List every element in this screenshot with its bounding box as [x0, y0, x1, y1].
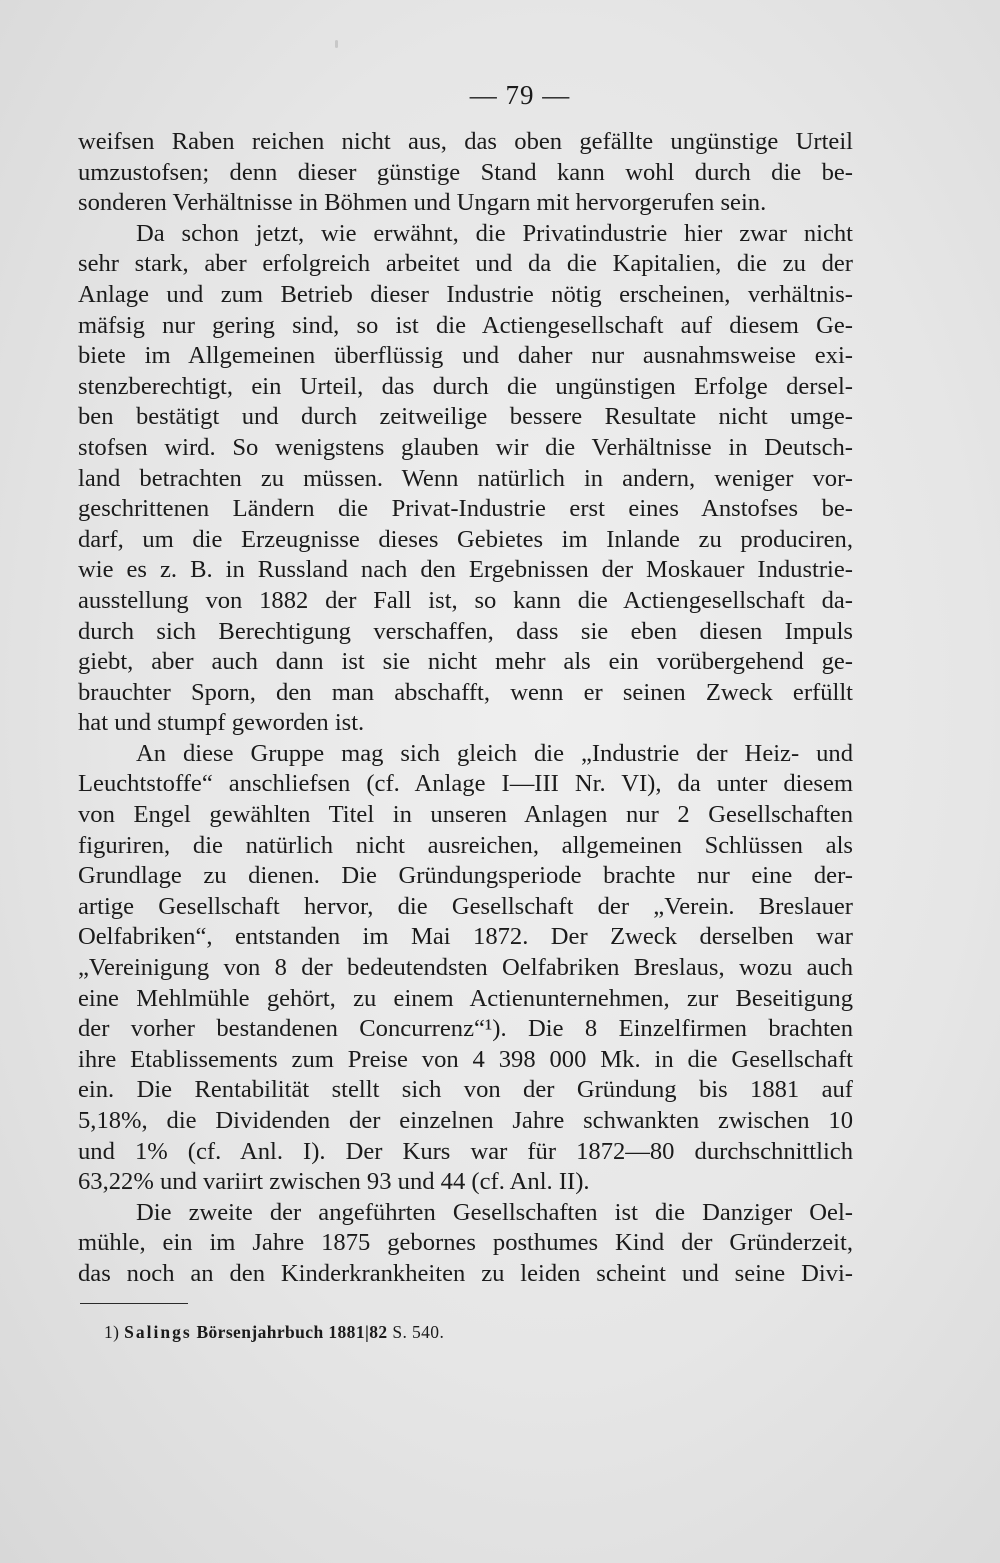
footnote-divider — [80, 1303, 188, 1304]
footnote-marker: 1) — [104, 1322, 120, 1342]
text-line: hat und stumpf geworden ist. — [78, 709, 365, 737]
text-line: Oelfabriken“, entstanden im Mai 1872. Der Zweck derselben war — [78, 923, 853, 951]
text-line: ben bestätigt und durch zeitweilige bessere Resultate nicht umge- — [78, 403, 853, 431]
paper-blemish — [335, 40, 338, 48]
text-line: wie es z. B. in Russland nach den Ergebnissen der Moskauer Industrie- — [78, 556, 853, 584]
text-line: ausstellung von 1882 der Fall ist, so kann die Actiengesellschaft da- — [78, 586, 853, 614]
text-line: biete im Allgemeinen überflüssig und daher nur ausnahmsweise exi- — [78, 342, 853, 370]
text-line: mühle, ein im Jahre 1875 gebornes posthumes Kind der Gründerzeit, — [78, 1229, 853, 1257]
text-line: land betrachten zu müssen. Wenn natürlich in andern, weniger vor- — [78, 464, 853, 492]
text-line: brauchter Sporn, den man abschafft, wenn er seinen Zweck erfüllt — [78, 678, 853, 706]
text-line: Die zweite der angeführten Gesellschaften ist die Danziger Oel- — [136, 1198, 853, 1226]
text-line: Da schon jetzt, wie erwähnt, die Privatindustrie hier zwar nicht — [136, 219, 853, 247]
text-line: durch sich Berechtigung verschaffen, dass sie eben diesen Impuls — [78, 617, 853, 645]
text-line: umzustofsen; denn dieser günstige Stand kann wohl durch die be- — [78, 158, 853, 186]
text-line: Grundlage zu dienen. Die Gründungsperiode brachte nur eine der- — [78, 862, 853, 890]
text-line: Leuchtstoffe“ anschliefsen (cf. Anlage I—III Nr. VI), da unter diesem — [78, 770, 853, 798]
page-number: — 79 — — [469, 80, 571, 110]
text-line: 63,22% und variirt zwischen 93 und 44 (cf. Anl. II). — [78, 1168, 590, 1196]
text-line: eine Mehlmühle gehört, zu einem Actienunternehmen, zur Beseitigung — [78, 984, 853, 1012]
text-line: ein. Die Rentabilität stellt sich von der Gründung bis 1881 auf — [78, 1076, 853, 1104]
text-line: artige Gesellschaft hervor, die Gesellschaft der „Verein. Breslauer — [78, 892, 853, 920]
body-text — [78, 127, 853, 1290]
text-line: stofsen wird. So wenigstens glauben wir die Verhältnisse in Deutsch- — [78, 433, 853, 461]
text-line: figuriren, die natürlich nicht ausreichen, allgemeinen Schlüssen als — [78, 831, 853, 859]
footnote-title: Börsenjahrbuch 1881|82 — [196, 1322, 388, 1342]
text-line: stenzberechtigt, ein Urteil, das durch die ungünstigen Erfolge dersel- — [78, 372, 853, 400]
text-line: sonderen Verhältnisse in Böhmen und Ungarn mit hervorgerufen sein. — [78, 189, 767, 217]
text-line: das noch an den Kinderkrankheiten zu leiden scheint und seine Divi- — [78, 1259, 853, 1287]
text-line: ihre Etablissements zum Preise von 4 398 000 Mk. in die Gesellschaft — [78, 1045, 853, 1073]
footnote-author: Salings — [124, 1322, 192, 1342]
text-line: Anlage und zum Betrieb dieser Industrie nötig erscheinen, verhältnis- — [78, 280, 853, 308]
footnote-page-ref: S. 540. — [392, 1322, 445, 1342]
text-line: darf, um die Erzeugnisse dieses Gebietes im Inlande zu produciren, — [78, 525, 853, 553]
text-line: und 1% (cf. Anl. I). Der Kurs war für 1872—80 durchschnittlich — [78, 1137, 853, 1165]
text-line: An diese Gruppe mag sich gleich die „Industrie der Heiz- und — [136, 739, 853, 767]
text-line: der vorher bestandenen Concurrenz“¹). Die 8 Einzelfirmen brachten — [78, 1015, 853, 1043]
text-line: mäfsig nur gering sind, so ist die Actiengesellschaft auf diesem Ge- — [78, 311, 853, 339]
text-line: 5,18%, die Dividenden der einzelnen Jahre schwankten zwischen 10 — [78, 1107, 853, 1134]
footnote — [104, 1322, 444, 1343]
text-line: sehr stark, aber erfolgreich arbeitet und da die Kapitalien, die zu der — [78, 250, 853, 278]
text-line: geschrittenen Ländern die Privat-Industrie erst eines Anstofses be- — [78, 495, 853, 523]
text-line: „Vereinigung von 8 der bedeutendsten Oelfabriken Breslaus, wozu auch — [78, 954, 853, 982]
text-line: von Engel gewählten Titel in unseren Anlagen nur 2 Gesellschaften — [78, 801, 853, 829]
text-line: giebt, aber auch dann ist sie nicht mehr als ein vorübergehend ge- — [78, 648, 853, 676]
text-line: weifsen Raben reichen nicht aus, das oben gefällte ungünstige Urteil — [78, 128, 853, 155]
